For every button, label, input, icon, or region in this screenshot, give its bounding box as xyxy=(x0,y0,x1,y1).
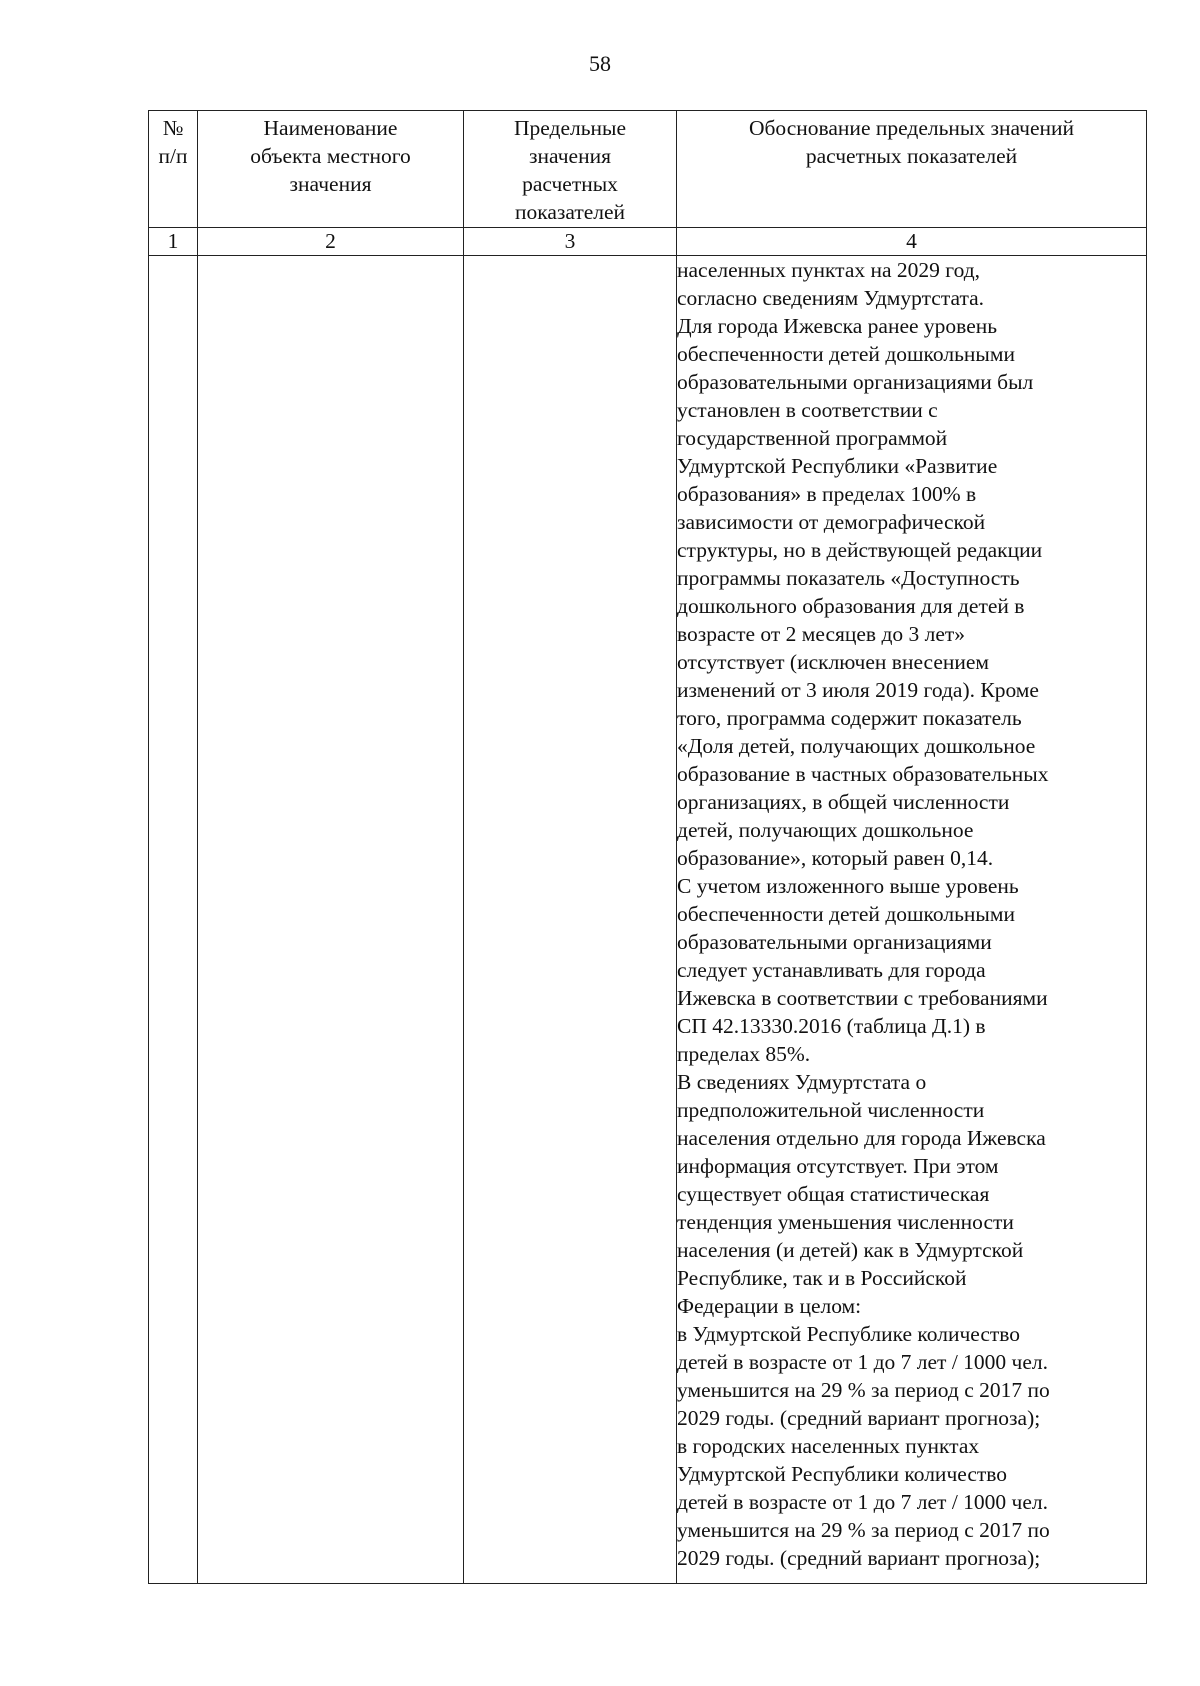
text-line: обеспеченности детей дошкольными xyxy=(677,902,1015,926)
text-line: уменьшится на 29 % за период с 2017 по xyxy=(677,1518,1050,1542)
text-line: детей в возрасте от 1 до 7 лет / 1000 чел. xyxy=(677,1350,1049,1374)
justification-text xyxy=(677,256,1146,1572)
text-line: программы показатель «Доступность xyxy=(677,566,1020,590)
text-line: населения (и детей) как в Удмуртской xyxy=(677,1238,1024,1262)
text-line: детей в возрасте от 1 до 7 лет / 1000 чел. xyxy=(677,1490,1049,1514)
text-line: следует устанавливать для города xyxy=(677,958,986,982)
header-limit-values xyxy=(464,111,677,228)
text-line: изменений от 3 июля 2019 года). Кроме xyxy=(677,678,1039,702)
column-number-row xyxy=(149,228,1147,256)
text-line: образование», который равен 0,14. xyxy=(677,846,994,870)
header-line: Обоснование предельных значений xyxy=(748,116,1075,140)
text-line: образовательными организациями xyxy=(677,930,992,954)
column-number: 2 xyxy=(198,228,464,256)
text-line: в городских населенных пунктах xyxy=(677,1434,980,1458)
header-line: объекта местного xyxy=(250,144,411,168)
column-number: 4 xyxy=(677,228,1147,256)
text-line: уменьшится на 29 % за период с 2017 по xyxy=(677,1378,1050,1402)
text-line: тенденция уменьшения численности xyxy=(677,1210,1014,1234)
text-line: Республике, так и в Российской xyxy=(677,1266,967,1290)
text-line: государственной программой xyxy=(677,426,948,450)
cell-object-name xyxy=(198,256,464,1584)
text-line: Удмуртской Республики «Развитие xyxy=(677,454,998,478)
text-line: Удмуртской Республики количество xyxy=(677,1462,1008,1486)
header-line: расчетных показателей xyxy=(805,144,1018,168)
text-line: С учетом изложенного выше уровень xyxy=(677,874,1019,898)
text-line: детей, получающих дошкольное xyxy=(677,818,974,842)
cell-limit-values xyxy=(464,256,677,1584)
header-justification xyxy=(677,111,1147,228)
header-line: № xyxy=(162,116,184,140)
text-line: дошкольного образования для детей в xyxy=(677,594,1025,618)
page-number: 58 xyxy=(589,51,611,76)
text-line: существует общая статистическая xyxy=(677,1182,990,1206)
text-line: Ижевска в соответствии с требованиями xyxy=(677,986,1048,1010)
header-line: расчетных xyxy=(522,172,618,196)
table-row xyxy=(149,256,1147,1584)
text-line: установлен в соответствии с xyxy=(677,398,938,422)
header-line: значения xyxy=(529,144,611,168)
text-line: согласно сведениям Удмуртстата. xyxy=(677,286,985,310)
text-line: СП 42.13330.2016 (таблица Д.1) в xyxy=(677,1014,986,1038)
text-line: образования» в пределах 100% в xyxy=(677,482,977,506)
header-line: Предельные xyxy=(513,116,627,140)
text-line: организациях, в общей численности xyxy=(677,790,1010,814)
text-line: зависимости от демографической xyxy=(677,510,986,534)
text-line: населенных пунктах на 2029 год, xyxy=(677,258,981,282)
column-number: 3 xyxy=(464,228,677,256)
header-line: Наименование xyxy=(263,116,398,140)
text-line: возрасте от 2 месяцев до 3 лет» xyxy=(677,622,966,646)
header-line: значения xyxy=(289,172,372,196)
text-line: информация отсутствует. При этом xyxy=(677,1154,999,1178)
header-line: п/п xyxy=(158,144,188,168)
text-line: 2029 годы. (средний вариант прогноза); xyxy=(677,1546,1041,1570)
header-object-name xyxy=(198,111,464,228)
text-line: Для города Ижевска ранее уровень xyxy=(677,314,998,338)
text-line: обеспеченности детей дошкольными xyxy=(677,342,1015,366)
text-line: пределах 85%. xyxy=(677,1042,811,1066)
header-number xyxy=(149,111,198,228)
text-line: структуры, но в действующей редакции xyxy=(677,538,1043,562)
text-line: Федерации в целом: xyxy=(677,1294,862,1318)
text-line: образовательными организациями был xyxy=(677,370,1034,394)
justification-table xyxy=(148,110,1147,1584)
text-line: В сведениях Удмуртстата о xyxy=(677,1070,927,1094)
header-line: показателей xyxy=(514,200,626,224)
text-line: того, программа содержит показатель xyxy=(677,706,1022,730)
column-number: 1 xyxy=(149,228,198,256)
text-line: предположительной численности xyxy=(677,1098,985,1122)
text-line: в Удмуртской Республике количество xyxy=(677,1322,1021,1346)
text-line: 2029 годы. (средний вариант прогноза); xyxy=(677,1406,1041,1430)
table-header-row xyxy=(149,111,1147,228)
text-line: отсутствует (исключен внесением xyxy=(677,650,990,674)
text-line: населения отдельно для города Ижевска xyxy=(677,1126,1046,1150)
cell-justification xyxy=(677,256,1147,1584)
text-line: образование в частных образовательных xyxy=(677,762,1049,786)
text-line: «Доля детей, получающих дошкольное xyxy=(677,734,1036,758)
cell-number xyxy=(149,256,198,1584)
